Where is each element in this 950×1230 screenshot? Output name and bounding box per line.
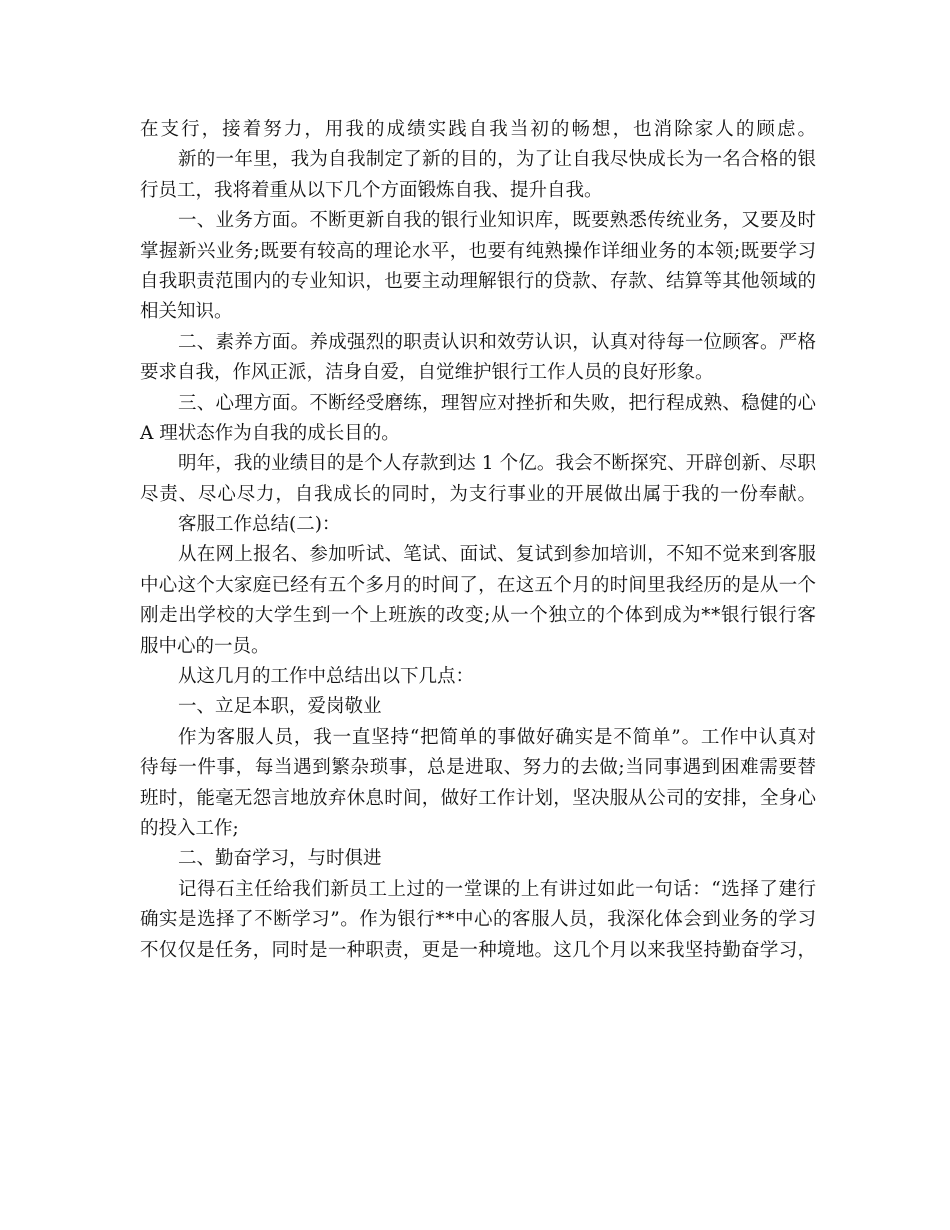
text-line: 二、勤奋学习，与时俱进 (178, 848, 382, 870)
text-line: 掌握新兴业务;既要有较高的理论水平，也要有纯熟操作详细业务的本领;既要学习 (140, 240, 817, 262)
text-line: 相关知识。 (140, 301, 233, 323)
text-line: 自我职责范围内的专业知识，也要主动理解银行的贷款、存款、结算等其他领域的 (140, 270, 817, 292)
text-line: 作为客服人员，我一直坚持“把简单的事做好确实是不简单”。工作中认真对 (178, 726, 817, 748)
text-line: 行员工，我将着重从以下几个方面锻炼自我、提升自我。 (140, 179, 603, 201)
text-line: 待每一件事，每当遇到繁杂琐事，总是进取、努力的去做;当同事遇到困难需要替 (140, 757, 817, 779)
text-line: 尽责、尽心尽力，自我成长的同时，为支行事业的开展做出属于我的一份奉献。 (140, 483, 817, 505)
text-line: 一、立足本职，爱岗敬业 (178, 696, 382, 718)
text-line: 刚走出学校的大学生到一个上班族的改变;从一个独立的个体到成为**银行银行客 (140, 605, 817, 627)
text-line: 的投入工作; (140, 817, 239, 839)
text-line: 三、心理方面。不断经受磨练，理智应对挫折和失败，把行程成熟、稳健的心 (178, 392, 817, 414)
text-line: 新的一年里，我为自我制定了新的目的，为了让自我尽快成长为一名合格的银 (178, 149, 817, 171)
text-line: 明年，我的业绩目的是个人存款到达 1 个亿。我会不断探究、开辟创新、尽职 (178, 453, 817, 475)
text-line: 客服工作总结(二)： (178, 514, 341, 536)
text-line: 要求自我，作风正派，洁身自爱，自觉维护银行工作人员的良好形象。 (140, 362, 714, 384)
document-body (140, 115, 819, 966)
text-line: 二、素养方面。养成强烈的职责认识和效劳认识，认真对待每一位顾客。严格 (178, 331, 817, 353)
text-line: 不仅仅是任务，同时是一种职责，更是一种境地。这几个月以来我坚持勤奋学习， (140, 939, 817, 961)
text-line: 从在网上报名、参加听试、笔试、面试、复试到参加培训，不知不觉来到客服 (178, 544, 817, 566)
text-line: 服中心的一员。 (140, 635, 270, 657)
text-line: 记得石主任给我们新员工上过的一堂课的上有讲过如此一句话：“选择了建行 (178, 878, 817, 900)
text-line: 从这几月的工作中总结出以下几点： (178, 666, 475, 688)
text-line: 在支行，接着努力，用我的成绩实践自我当初的畅想，也消除家人的顾虑。 (140, 119, 819, 140)
text-line: A 理状态作为自我的成长目的。 (140, 422, 400, 444)
text-line: 一、业务方面。不断更新自我的银行业知识库，既要熟悉传统业务，又要及时 (178, 210, 817, 232)
text-line: 中心这个大家庭已经有五个多月的时间了，在这五个月的时间里我经历的是从一个 (140, 574, 817, 596)
text-line: 班时，能毫无怨言地放弃休息时间，做好工作计划，坚决服从公司的安排，全身心 (140, 787, 817, 809)
text-line: 确实是选择了不断学习”。作为银行**中心的客服人员，我深化体会到业务的学习 (140, 909, 817, 931)
